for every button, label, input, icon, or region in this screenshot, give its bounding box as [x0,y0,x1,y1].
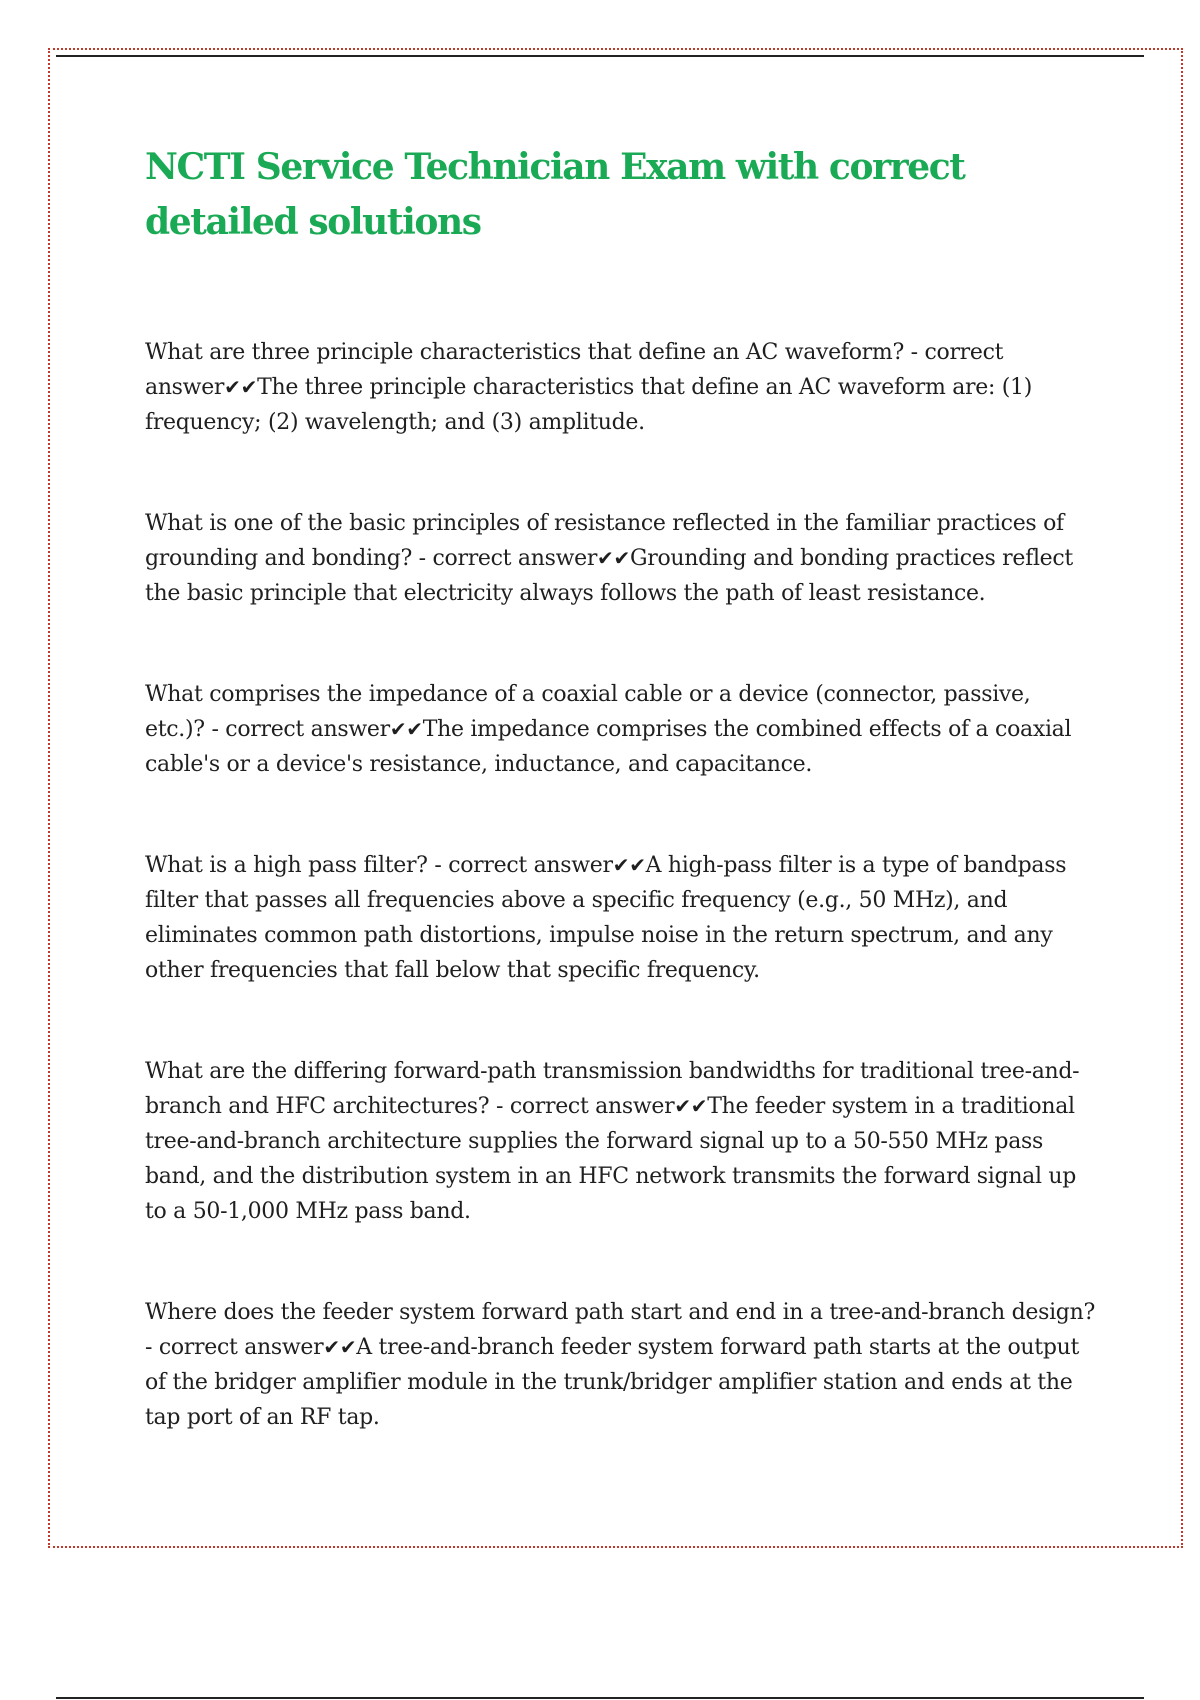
answer-label: correct answer [448,853,613,878]
qa-list [145,335,1102,1501]
check-icon: ✔✔ [597,546,630,570]
check-icon: ✔✔ [224,375,258,399]
question-text: What are three principle characteristics that define an AC waveform? [145,340,904,365]
answer-text: A tree-and-branch feeder system forward path starts at the output of the bridger amplifier module in the trunk/bridger amplifier station and ends at the tap port of an RF tap. [145,1335,1080,1430]
question-text: What is one of the basic principles of resistance reflected in the familiar practices of grounding and bonding? [145,511,1064,571]
bottom-rule [56,1697,1144,1699]
top-rule [56,55,1144,57]
qa-item [145,677,1095,782]
qa-item [145,506,1095,611]
check-icon: ✔✔ [674,1094,708,1118]
check-icon: ✔✔ [389,717,423,741]
check-icon: ✔✔ [612,853,646,877]
question-text: What is a high pass filter? [145,853,428,878]
answer-label: correct answer [158,1335,324,1360]
separator: - [427,853,449,878]
answer-text: Grounding and bonding practices reflect the basic principle that electricity always follows the path of least resistance. [145,546,1073,606]
separator: - [903,340,925,365]
separator: - [411,546,433,571]
answer-text: A high-pass filter is a type of bandpass filter that passes all frequencies above a specific frequency (e.g., 50 MHz), and eliminates common path distortions, impulse noise in the return spectrum, and any other frequencies that fall below that specific frequency. [145,853,1067,983]
answer-text: The impedance comprises the combined effects of a coaxial cable's or a device's resistance, inductance, and capacitance. [145,717,1072,777]
question-text: What comprises the impedance of a coaxial cable or a device (connector, passive, etc.)? [145,682,1031,742]
separator: - [489,1094,510,1119]
question-text: Where does the feeder system forward path start and end in a tree-and-branch design? [145,1300,1095,1325]
answer-label: correct answer [509,1094,675,1119]
answer-text: The feeder system in a traditional tree-and-branch architecture supplies the forward signal up to a 50-550 MHz pass band, and the distribution system in an HFC network transmits the forward signal up to a 50-1,000 MHz pass band. [145,1094,1077,1224]
document-title: NCTI Service Technician Exam with correct detailed solutions [145,146,965,243]
separator: - [204,717,226,742]
qa-item [145,1054,1095,1229]
qa-item [145,1295,1102,1435]
qa-item [145,848,1095,988]
question-text: What are the differing forward-path transmission bandwidths for traditional tree-and-branch and HFC architectures? [145,1059,1080,1119]
answer-label: correct answer [225,717,390,742]
separator: - [145,1300,1102,1360]
check-icon: ✔✔ [323,1335,357,1359]
answer-label: correct answer [145,340,1010,400]
qa-item [145,335,1095,440]
answer-label: correct answer [432,546,598,571]
answer-text: The three principle characteristics that define an AC waveform are: (1) frequency; (2) wavelength; and (3) amplitude. [145,375,1033,435]
